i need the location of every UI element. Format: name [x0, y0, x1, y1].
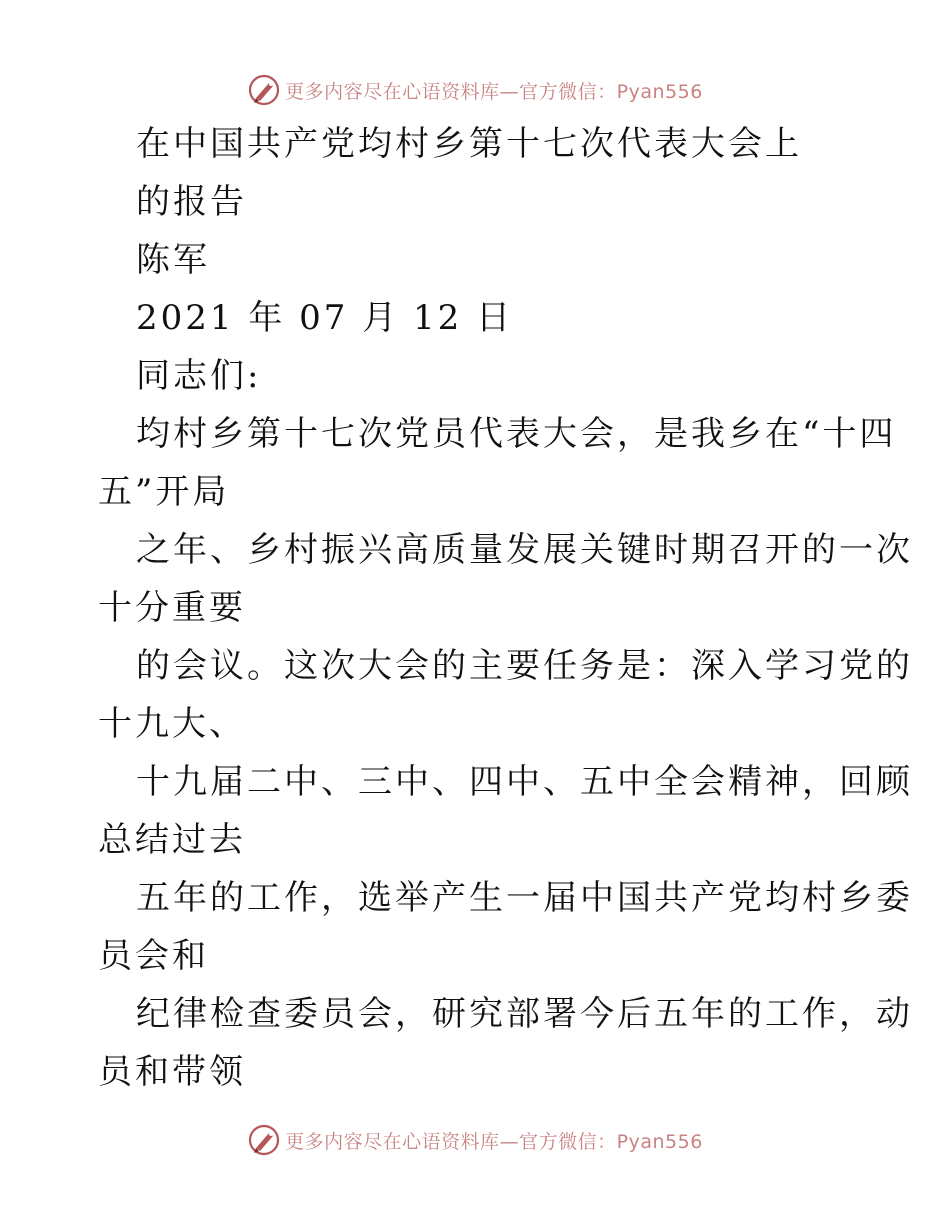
document-line: 员会和 — [98, 936, 209, 976]
document-line: 十九届二中、三中、四中、五中全会精神，回顾 — [136, 762, 913, 802]
document-line: 同志们: — [136, 356, 262, 396]
document-line: 的报告 — [136, 182, 247, 222]
document-line: 十分重要 — [98, 588, 246, 628]
pen-logo-icon — [247, 73, 281, 107]
watermark-header — [0, 70, 950, 110]
document-line: 纪律检查委员会，研究部署今后五年的工作，动 — [136, 994, 913, 1034]
watermark-text: 更多内容尽在心语资料库—官方微信：Pyan556 — [285, 1130, 703, 1153]
document-line: 五年的工作，选举产生一届中国共产党均村乡委 — [136, 878, 913, 918]
document-line: 在中国共产党均村乡第十七次代表大会上 — [136, 124, 802, 164]
document-body — [0, 115, 950, 1101]
watermark-text: 更多内容尽在心语资料库—官方微信：Pyan556 — [285, 80, 703, 103]
pen-logo-icon — [247, 1123, 281, 1157]
document-line: 员和带领 — [98, 1052, 246, 1092]
document-line: 十九大、 — [98, 704, 246, 744]
document-line: 2021 年 07 月 12 日 — [136, 298, 514, 338]
document-line: 的会议。这次大会的主要任务是：深入学习党的 — [136, 646, 913, 686]
document-line: 之年、乡村振兴高质量发展关键时期召开的一次 — [136, 530, 913, 570]
document-line: 总结过去 — [98, 820, 246, 860]
document-line: 五”开局 — [98, 472, 230, 512]
document-line: 均村乡第十七次党员代表大会，是我乡在“十四 — [136, 414, 897, 454]
document-line: 陈军 — [136, 240, 210, 280]
watermark-footer — [0, 1120, 950, 1160]
